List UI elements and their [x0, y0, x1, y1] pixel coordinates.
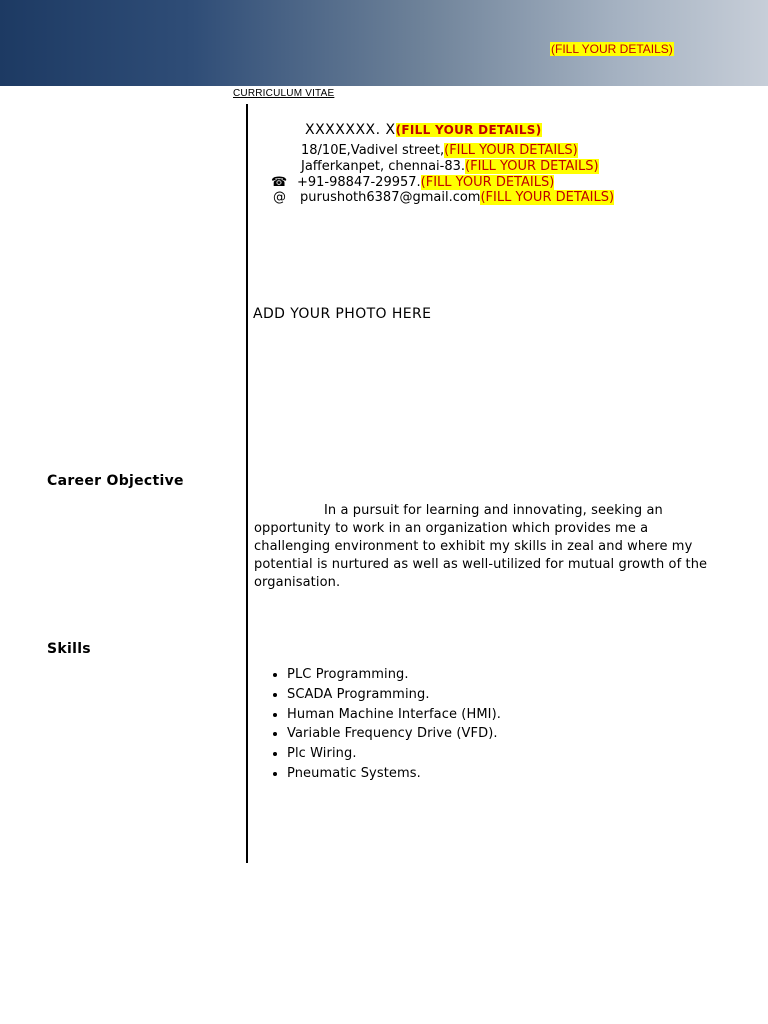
list-item: • SCADA Programming. [287, 685, 501, 705]
skills-heading: Skills [47, 641, 91, 657]
email-icon: @ [273, 190, 286, 205]
address-line-2 [301, 159, 599, 175]
candidate-name [305, 122, 542, 138]
photo-placeholder: ADD YOUR PHOTO HERE [253, 306, 432, 322]
address-line-2-note: (FILL YOUR DETAILS) [465, 159, 599, 174]
address-line-1-note: (FILL YOUR DETAILS) [444, 143, 578, 158]
email-note: (FILL YOUR DETAILS) [480, 190, 615, 205]
header-banner [0, 0, 768, 86]
career-objective-heading: Career Objective [47, 473, 184, 489]
document-title: CURRICULUM VITAE [233, 88, 335, 99]
phone-icon: ☎ [271, 175, 288, 190]
list-item: • Variable Frequency Drive (VFD). [287, 724, 501, 744]
vertical-divider [246, 104, 248, 863]
career-objective-text [254, 502, 724, 592]
banner-fill-note: (FILL YOUR DETAILS) [551, 42, 673, 56]
list-item: • PLC Programming. [287, 665, 501, 685]
email-address: purushoth6387@gmail.com [300, 190, 481, 205]
phone-line [297, 175, 554, 191]
phone-note: (FILL YOUR DETAILS) [420, 175, 555, 190]
name-note: (FILL YOUR DETAILS) [395, 123, 542, 137]
objective-body: In a pursuit for learning and innovating, seeking an opportunity to work in an organization which provides me a challenging environment to exhibit my skills in zeal and where my potential is nurtured as well as well-utilized for mutual growth of the organisation. [254, 503, 708, 590]
name-text: XXXXXXX. X [305, 122, 396, 138]
skills-list [270, 665, 501, 784]
email-line [300, 190, 614, 206]
list-item: • Pneumatic Systems. [287, 764, 501, 784]
address-line-2-text: Jafferkanpet, chennai-83. [301, 159, 466, 174]
list-item: • Human Machine Interface (HMI). [287, 705, 501, 725]
address-line-1 [301, 143, 578, 159]
phone-number: +91-98847-29957. [297, 175, 421, 190]
list-item: • Plc Wiring. [287, 744, 501, 764]
address-line-1-text: 18/10E,Vadivel street, [301, 143, 445, 158]
